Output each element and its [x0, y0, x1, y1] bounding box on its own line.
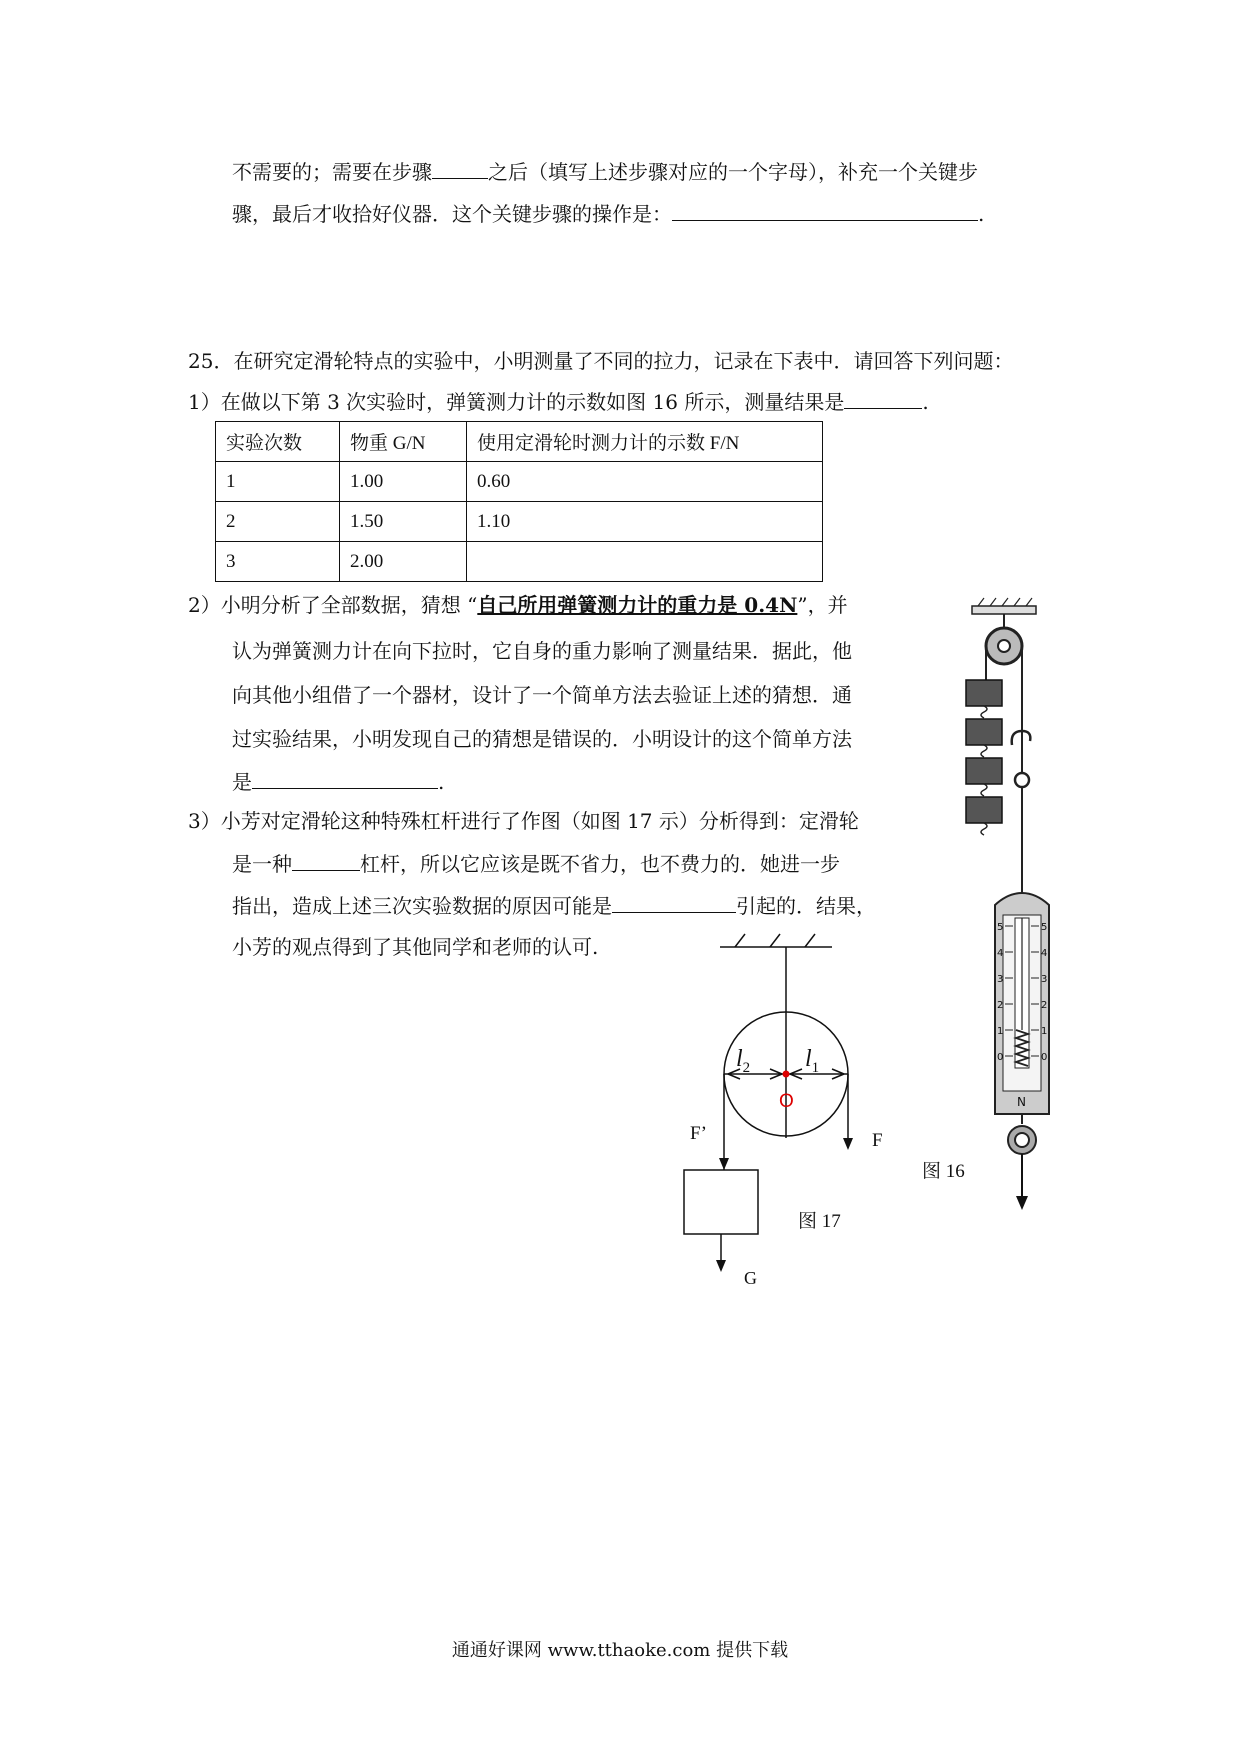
scale-tick-label: 3: [997, 974, 1004, 985]
table-cell: 3: [216, 542, 340, 582]
gravity-label: G: [744, 1268, 757, 1288]
force-f-label: F: [872, 1130, 883, 1151]
scale-tick-label: 4: [997, 948, 1004, 959]
q25-part1: [188, 386, 929, 417]
arm-l1-label: l: [805, 1046, 812, 1072]
data-table: [215, 421, 823, 582]
table-header-cell: 使用定滑轮时测力计的示数 F/N: [467, 422, 823, 462]
svg-text:l2: [736, 1046, 750, 1076]
q25-part3-line3: [232, 890, 876, 921]
lever-type-blank[interactable]: [292, 848, 360, 871]
ceiling-bar: [972, 606, 1036, 614]
fulcrum-point: [783, 1071, 790, 1078]
q25-part2-line1: [188, 590, 848, 620]
prev-line-2: [232, 198, 984, 229]
table-header-row: [216, 422, 823, 462]
table-cell: 2.00: [340, 542, 467, 582]
q25-part2-line4: 过实验结果，小明发现自己的猜想是错误的．小明设计的这个简单方法: [232, 727, 852, 751]
scale-tick-label: 0: [997, 1052, 1004, 1063]
table-cell: 2: [216, 502, 340, 542]
table-cell[interactable]: [467, 542, 823, 582]
q25-part1-end: .: [922, 390, 929, 414]
pull-arrow-head: [1016, 1196, 1028, 1210]
table-header-cell: 实验次数: [216, 422, 340, 462]
arm-l2-label: l: [736, 1046, 743, 1072]
q25-part3-line2: [232, 848, 840, 879]
method-blank[interactable]: [252, 766, 438, 789]
arm-l1-sub: 1: [811, 1060, 820, 1076]
key-step-blank[interactable]: [672, 198, 978, 221]
cause-blank[interactable]: [612, 890, 736, 913]
q25-part2-line2: 认为弹簧测力计在向下拉时，它自身的重力影响了测量结果．据此，他: [232, 639, 852, 663]
table-row: [216, 462, 823, 502]
fulcrum-label: O: [779, 1091, 794, 1112]
force-arrow-head: [719, 1158, 729, 1170]
ceiling-hatch: [735, 934, 745, 947]
scale-tick-label: 1: [1041, 1026, 1048, 1037]
weight-block: [684, 1170, 758, 1234]
table-row: [216, 502, 823, 542]
scale-tick-label: 1: [997, 1026, 1004, 1037]
q25-part1-text: 1）在做以下第 3 次实验时，弹簧测力计的示数如图 16 所示，测量结果是: [188, 390, 845, 414]
table-cell: 1: [216, 462, 340, 502]
force-arrow-head: [843, 1138, 853, 1150]
page-footer: 通通好课网 www.tthaoke.com 提供下载: [451, 1640, 789, 1661]
scale-tick-label: 5: [997, 922, 1004, 933]
table-header-cell: 物重 G/N: [340, 422, 467, 462]
scale-tick-label: 2: [1041, 1000, 1048, 1011]
scale-tick-label: 3: [1041, 974, 1048, 985]
table-cell: 0.60: [467, 462, 823, 502]
ceiling-hatch: [770, 934, 780, 947]
prev-line-1: [232, 156, 978, 187]
scale-tick-label: 4: [1041, 948, 1048, 959]
force-fprime-label: F’: [690, 1123, 707, 1144]
part2-text-l5a: 是: [232, 770, 252, 794]
part3-text-l3a: 指出，造成上述三次实验数据的原因可能是: [232, 894, 612, 918]
figure-16-diagram: [950, 598, 1070, 1238]
ceiling-hatch: [805, 934, 815, 947]
table-cell: 1.10: [467, 502, 823, 542]
part3-text-l2a: 是一种: [232, 852, 292, 876]
result-blank[interactable]: [844, 386, 922, 409]
arm-l2-sub: 2: [742, 1060, 751, 1076]
scale-tick-label: 2: [997, 1000, 1004, 1011]
q25-part2-line3: 向其他小组借了一个器材，设计了一个简单方法去验证上述的猜想．通: [232, 683, 852, 707]
table-cell: 1.50: [340, 502, 467, 542]
q25-part3-line1: 3）小芳对定滑轮这种特殊杠杆进行了作图（如图 17 示）分析得到：定滑轮: [188, 809, 859, 833]
prev-text-2a: 骤，最后才收拾好仪器．这个关键步骤的操作是：: [232, 202, 672, 226]
part3-text-l2b: 杠杆，所以它应该是既不省力，也不费力的．她进一步: [360, 852, 840, 876]
gravity-arrow-head: [716, 1260, 726, 1272]
part3-text-l3b: 引起的．结果，: [736, 894, 876, 918]
scale-tick-label: 0: [1041, 1052, 1048, 1063]
part2-text-l5b: .: [438, 770, 445, 794]
prev-text-1a: 不需要的；需要在步骤: [232, 160, 432, 184]
figure-17-label: 图 17: [798, 1211, 841, 1232]
q25-stem: 25．在研究定滑轮特点的实验中，小明测量了不同的拉力，记录在下表中．请回答下列问题：: [188, 349, 1014, 373]
prev-text-2b: .: [978, 202, 985, 226]
step-blank[interactable]: [432, 156, 488, 179]
table-row: [216, 542, 823, 582]
q25-part2-line5: [232, 766, 444, 797]
table-cell: 1.00: [340, 462, 467, 502]
scale-unit-label: N: [1017, 1095, 1026, 1109]
part2-text-a: 2）小明分析了全部数据，猜想 “: [188, 593, 478, 617]
q25-part3-line4: 小芳的观点得到了其他同学和老师的认可.: [232, 935, 599, 959]
conjecture-text: 自己所用弹簧测力计的重力是 0.4N: [477, 593, 798, 617]
prev-text-1b: 之后（填写上述步骤对应的一个字母），补充一个关键步: [488, 160, 978, 184]
part2-text-c: ”，并: [797, 593, 848, 617]
svg-text:l1: [805, 1046, 819, 1076]
figure-16-label: 图 16: [922, 1161, 965, 1182]
scale-tick-label: 5: [1041, 922, 1048, 933]
